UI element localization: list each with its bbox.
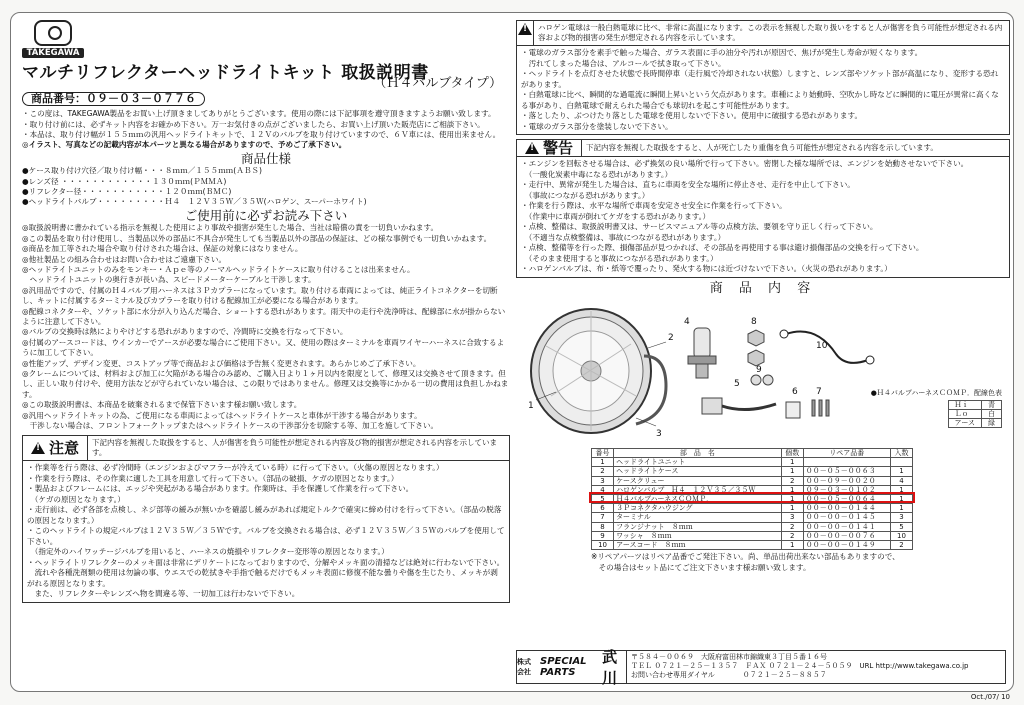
warning-item: （一酸化炭素中毒になる恐れがあります。） xyxy=(521,169,673,179)
legend-cell: 白 xyxy=(982,410,1002,419)
legend-row xyxy=(948,419,1001,428)
table-cell: 1 xyxy=(781,540,803,549)
warning-label xyxy=(517,140,582,156)
connector-terminals-image xyxy=(786,400,829,418)
table-cell: ００－０９－００２０ xyxy=(803,476,890,485)
table-cell: 1 xyxy=(890,504,912,513)
table-cell: 1 xyxy=(781,485,803,494)
company-footer xyxy=(516,648,1006,687)
table-cell: ハロゲンバルブ Ｈ４ １２Ｖ３５／３５Ｗ xyxy=(614,485,782,494)
caution-item: また、リフレクターやレンズへ物を間違る等、一切加工は行わないで下さい。 xyxy=(27,589,300,599)
harness-image xyxy=(702,398,776,414)
table-cell: 1 xyxy=(592,458,614,467)
table-cell: 4 xyxy=(592,485,614,494)
left-column xyxy=(22,20,510,603)
table-cell: フランジナット ８ｍｍ xyxy=(614,522,782,531)
before-use-item: ◎付属のアースコードは、ウインカーでアースが必要な場合にご使用下さい。又、使用の際はターミナルを車両ワイヤーハーネスに合致するように加工して下さい。 xyxy=(22,337,505,358)
legend-cell: 緑 xyxy=(982,419,1002,428)
table-cell: 1 xyxy=(781,504,803,513)
headlight-unit-image xyxy=(531,309,666,433)
caution-item: ・走行前は、必ず各部を点検し、ネジ部等の緩みが無いかを確認し緩みがあれば規定トルクで確実に締め付けを行って下さい。（部品の脱落の原因となります。） xyxy=(27,505,502,525)
harness-color-legend xyxy=(871,388,1002,428)
part-callout-4: 4 xyxy=(684,316,690,327)
before-use-heading: ご使用前に必ずお読み下さい xyxy=(184,207,348,223)
logo-mark-icon xyxy=(34,20,72,46)
part-callout-8: 8 xyxy=(751,316,757,327)
document-title: マルチリフレクターヘッドライトキット 取扱説明書 xyxy=(22,63,429,83)
logo-brand-text: TAKEGAWA xyxy=(22,48,84,58)
halogen-item: ・白熱電球に比べ、瞬間的な過電流に瞬間上昇いという欠点があります。車種により始動時、空吹かし時などに瞬間的に電圧が異常に高くなる事があり、白熱電球で耐えられた場合でも球切れを起こす可能性があります。 xyxy=(521,90,999,110)
part-callout-6: 6 xyxy=(792,386,798,397)
caution-label-text: 注意 xyxy=(49,439,80,458)
halogen-item: 汚れてしまった場合は、アルコールで拭き取って下さい。 xyxy=(521,58,726,68)
intro-list xyxy=(22,109,510,140)
table-cell: 7 xyxy=(592,513,614,522)
before-use-item: ◎商品を加工等された場合や取り付けされた場合は、保証の対象にはなりません。 xyxy=(22,244,303,254)
warning-label-text: 警告 xyxy=(543,138,574,157)
spec-item: ●ケース取り付け穴径／取り付け幅・・・８ｍｍ／１５５ｍｍ(ＡＢＳ) xyxy=(22,166,262,176)
company-tel: ＴＥＬ ０７２１－２５－１３５７ ＦＡＸ ０７２１－２４－５０５９ URL http://www.takegawa.co.jp xyxy=(631,662,969,670)
company-prefix: 株式会社 xyxy=(517,658,531,676)
warning-box xyxy=(516,139,1010,278)
spec-item: ●レンズ径 ・・・・・・・・・・・・１３０ｍｍ(ＰＭＭＡ) xyxy=(22,176,227,186)
right-column xyxy=(516,20,1010,573)
parts-table xyxy=(591,448,913,550)
table-cell: ００－００－００７６ xyxy=(803,531,890,540)
part-callout-9: 9 xyxy=(756,364,762,375)
legend-cell: アース xyxy=(948,419,981,428)
caution-list xyxy=(23,461,509,602)
table-header-cell: 入数 xyxy=(890,448,912,457)
warning-list xyxy=(517,157,1009,277)
table-cell: ヘッドライトユニット xyxy=(614,458,782,467)
company-logo xyxy=(517,648,627,687)
table-cell: 3 xyxy=(890,513,912,522)
table-row xyxy=(592,467,913,476)
part-callout-7: 7 xyxy=(816,386,822,397)
caution-item: ・製品およびフレームには、エッジや突起がある場合があります。作業時は、手を保護して作業を行って下さい。 xyxy=(27,484,414,494)
caution-item: （指定外のハイワッテージバルブを用いると、ハーネスの焼損やリフレクター変形等の原因となります。） xyxy=(27,547,389,557)
table-cell: Ｈ４バルブハーネスＣＯＭＰ． xyxy=(614,494,782,503)
halogen-head-text: ハロゲン電球は一般白熱電球に比べ、非常に高温になります。この表示を無視した取り扱いをすると人が傷害を負う可能性が想定される内容および物的損害の発生が想定される内容を示しています。 xyxy=(533,21,1009,45)
before-use-item: ◎ヘッドライトユニットのみをモンキー・Ａｐｅ等のノーマルヘッドライトケースに取り付けることは出来ません。 xyxy=(22,264,415,274)
contents-heading: 商 品 内 容 xyxy=(709,280,817,296)
table-header-cell: リペア品番 xyxy=(803,448,890,457)
intro-item: ・本品は、取り付け幅が１５５ｍｍの汎用ヘッドライトキットで、１２Ｖのバルブを取り付けていますので、６Ｖ車には、使用出来ません。 xyxy=(22,130,501,140)
company-name: SPECIAL PARTS xyxy=(540,656,587,678)
table-cell: 5 xyxy=(592,494,614,503)
warning-head-text: 下記内容を無視した取扱をすると、人が死亡したり重傷を負う可能性が想定される内容を示しています。 xyxy=(586,143,938,152)
before-use-item: ◎この取扱説明書は、本商品を破棄されるまで保管下さいます様お願い致します。 xyxy=(22,400,302,410)
parts-illustration xyxy=(516,296,1010,446)
table-cell: 10 xyxy=(890,531,912,540)
table-cell: 9 xyxy=(592,531,614,540)
company-dial: お問い合わせ専用ダイヤル ０７２１－２５－８８５７ xyxy=(631,671,827,679)
table-row xyxy=(592,476,913,485)
table-row xyxy=(592,458,913,467)
before-use-item: ◎取扱説明書に書かれている指示を無視した使用により事故や損害が発生した場合、当社は賠償の責を一切負いかねます。 xyxy=(22,223,439,233)
table-cell: ケースクリュー xyxy=(614,476,782,485)
before-use-item: ◎汎用品ですので、付属のＨ４バルブ用ハーネスは３Ｐカプラーになっています。取り付ける車両によっては、純正ライトコネクターを切断し、キットに付属するターミナル及びカプラーを取り付ける配線加工が必要になる場合があります。 xyxy=(22,285,498,306)
warning-item: ・ハロゲンバルブは、布・紙等で覆ったり、発火する物には近づけないで下さい。（火災の恐れがあります。） xyxy=(521,264,892,273)
table-cell: ３Ｐコネクタハウジング xyxy=(614,504,782,513)
part-callout-1: 1 xyxy=(528,400,534,411)
before-use-item: ◎クレームについては、材料および加工に欠陥がある場合のみ認め、ご購入日より１ヶ月以内を限度として、修理又は交換させて頂きます。但し、正しい取り付けや、使用方法などが守られていない場合は、この限りではありません。修理又は交換等にかかる一切の費用は負担しかねます。 xyxy=(22,368,509,399)
halogen-item: ・電球のガラス部分を素手で触った場合、ガラス表面に手の油分や汚れが原因で、焦げが発生し寿命が短くなります。 xyxy=(521,48,923,57)
warning-triangle-icon xyxy=(525,142,539,154)
caution-item: ・作業を行う際は、その作業に適した工具を用意して行って下さい。（部品の破損、ケガの原因となります。） xyxy=(27,473,399,483)
before-use-item: ◎他社製品との組み合わせはお問い合わせはご遠慮下さい。 xyxy=(22,254,227,264)
table-row xyxy=(592,540,913,549)
halogen-item: ・ヘッドライトを点灯させた状態で長時間停車（走行風で冷却されない状態）しますと、レンズ部やソケット部が高温になり、変形する恐れがあります。 xyxy=(521,69,999,89)
table-cell: 1 xyxy=(781,494,803,503)
table-row xyxy=(592,522,913,531)
legend-table xyxy=(948,400,1002,428)
caution-item: ・ヘッドライトリフレクターのメッキ面は非常にデリケートになっておりますので、分解やメッキ面の清掃などは絶対に行わないで下さい。 xyxy=(27,557,505,567)
warning-item: ・作業を行う際は、水平な場所で車両を安定させ安全に作業を行って下さい。 xyxy=(521,201,787,210)
table-header-cell: 部 品 名 xyxy=(614,448,782,457)
warning-item: （そのまま使用すると事故につながる恐れがあります。） xyxy=(521,253,718,263)
table-cell: 2 xyxy=(781,522,803,531)
before-use-item: ◎配線コネクターや、ソケット部に水分が入り込んだ場合、ショートする恐れがあります。雨天中の走行や洗浄時は、配線部に水が掛からないように注意して下さい。 xyxy=(22,306,506,326)
table-cell: 10 xyxy=(592,540,614,549)
company-address: 〒５８４－００６９ 大阪府富田林市錦織東３丁目５番１６号 xyxy=(631,653,827,661)
legend-row xyxy=(948,401,1001,410)
before-use-item: ◎性能アップ、デザイン変更、コストアップ等で商品および価格は予告無く変更されます。あらかじめご了承下さい。 xyxy=(22,358,421,368)
before-use-item: ◎バルブの交換時は熱によりやけどする恐れがありますので、冷間時に交換を行なって下さい。 xyxy=(22,327,348,337)
caution-item: ・このヘッドライトの規定バルブは１２Ｖ３５Ｗ／３５Ｗです。バルブを交換される場合は、必ず１２Ｖ３５Ｗ／３５Ｗのバルブを使用して下さい。 xyxy=(27,526,505,546)
table-cell: ワッシャ ８ｍｍ xyxy=(614,531,782,540)
caution-item: （ケガの原因となります。） xyxy=(27,494,125,504)
part-callout-5: 5 xyxy=(734,378,740,389)
table-cell: 8 xyxy=(592,522,614,531)
table-cell: 4 xyxy=(890,476,912,485)
legend-row xyxy=(948,410,1001,419)
spec-item: ●リフレクター径・・・・・・・・・・・１２０ｍｍ(ＢＭＣ) xyxy=(22,187,232,197)
part-callout-2: 2 xyxy=(668,332,674,343)
table-row xyxy=(592,494,913,503)
table-cell: ００－００－０１４５ xyxy=(803,513,890,522)
legend-cell: Ｌｏ xyxy=(948,410,981,419)
table-cell: 1 xyxy=(781,458,803,467)
halogen-item: ・電球のガラス部分を塗装しないで下さい。 xyxy=(521,121,673,131)
warning-item: （事故につながる恐れがあります。） xyxy=(521,190,650,200)
caution-item: 流れや各種洗剤類の使用は勿論の事、ウエスでの乾拭きや手指で触るだけでもメッキ表面に修復不能な曇りや傷を生じたり、メッキが剥がれる原因となります。 xyxy=(27,568,498,588)
table-cell: 1 xyxy=(890,485,912,494)
warning-item: （作業中に車両が倒れてケガをする恐れがあります。） xyxy=(521,211,711,221)
product-number: 商品番号：０９－０３－０７７６ xyxy=(22,92,205,106)
table-cell: 2 xyxy=(592,467,614,476)
warning-item: ・点検、整備は、取扱説明書又は、サービスマニュアル等の点検方法、要領を守り正しく行って下さい。 xyxy=(521,222,878,231)
table-cell: 2 xyxy=(781,531,803,540)
table-cell: ターミナル xyxy=(614,513,782,522)
table-cell: 2 xyxy=(781,476,803,485)
warning-item: ・エンジンを回転させる場合は、必ず換気の良い場所で行って下さい。密閉した様な場所では、エンジンを始動させないで下さい。 xyxy=(521,159,969,168)
table-cell: ヘッドライトケース xyxy=(614,467,782,476)
table-row xyxy=(592,485,913,494)
caution-label xyxy=(23,436,88,460)
warning-item: （不適当な点検整備は、事故につながる恐れがあります。） xyxy=(521,232,726,242)
parts-table-header xyxy=(592,448,913,457)
table-cell: 1 xyxy=(781,467,803,476)
illustration-note: ◎イラスト、写真などの記載内容が本パーツと異なる場合がありますので、予めご了承下さい。 xyxy=(22,140,347,150)
takegawa-logo xyxy=(22,20,84,66)
table-cell xyxy=(803,458,890,467)
legend-cell: 青 xyxy=(982,401,1002,410)
table-cell: 1 xyxy=(890,494,912,503)
warning-item: ・点検、整備等を行った際、損傷部品が見つかれば、その部品を再使用する事は避け損傷部品の交換を行って下さい。 xyxy=(521,243,924,252)
table-cell: 1 xyxy=(890,467,912,476)
spec-item: ●ヘッドライトバルブ・・・・・・・・・Ｈ４ １２Ｖ３５Ｗ／３５Ｗ(ハロゲン、スーパーホワイト) xyxy=(22,197,367,207)
part-callout-3: 3 xyxy=(656,428,662,439)
table-cell: 2 xyxy=(890,540,912,549)
table-cell: ０９－０３－０１０２ xyxy=(803,485,890,494)
before-use-item: ◎汎用ヘッドライトキットの為、ご使用になる車両によってはヘッドライトケースと車体が干渉する場合があります。 xyxy=(22,410,422,420)
warning-item: ・走行中、異常が発生した場合は、直ちに車両を安全な場所に停止させ、走行を中止して下さい。 xyxy=(521,180,855,189)
warning-triangle-icon xyxy=(518,23,532,35)
halogen-item: ・落としたり、ぶつけたり落とした電球を使用しないで下さい。使用中に破損する恐れがあります。 xyxy=(521,111,863,120)
bulb-image xyxy=(688,328,716,378)
part-callout-10: 10 xyxy=(816,340,828,351)
spec-heading: 商品仕様 xyxy=(240,150,291,166)
spec-list xyxy=(22,166,510,208)
repair-note-line: ※リペアパーツはリペア品番でご発注下さい。尚、単品出荷出来ない部品もありますので、 xyxy=(591,552,900,562)
caution-item: ・作業等を行う際は、必ず冷間時（エンジンおよびマフラーが冷えている時）に行って下さい。（火傷の原因となります。） xyxy=(27,463,444,473)
table-row xyxy=(592,531,913,540)
legend-title: ●Ｈ４バルブハーネスＣＯＭＰ．配線色表 xyxy=(870,388,1002,397)
table-cell: アースコード ８ｍｍ xyxy=(614,540,782,549)
halogen-list xyxy=(517,46,1009,134)
intro-item: ・取り付け前には、必ずキット内容をお確かめ下さい。万一お気付きの点がございましたら、お買い上げ頂いた販売店にご相談下さい。 xyxy=(22,119,485,129)
table-cell: 6 xyxy=(592,504,614,513)
table-cell: ００－００－０１４１ xyxy=(803,522,890,531)
company-address-block xyxy=(627,651,973,683)
document-subtitle: （Ｈ４バルブタイプ） xyxy=(373,76,502,92)
warning-triangle-icon xyxy=(31,442,45,454)
table-cell: 3 xyxy=(781,513,803,522)
before-use-item: 干渉しない場合は、フロントフォークトップまたはヘッドライトケースの干渉部分を切除する等、加工を施して下さい。 xyxy=(22,421,439,430)
table-row xyxy=(592,504,913,513)
table-cell: 5 xyxy=(890,522,912,531)
repair-note xyxy=(591,552,1010,573)
before-use-item: ヘッドライトユニットの奥行きが長い為、スピードメーターケーブルと干渉します。 xyxy=(22,275,316,285)
table-cell: ００－０５－００６３ xyxy=(803,467,890,476)
table-row xyxy=(592,513,913,522)
caution-box xyxy=(22,435,510,603)
table-header-cell: 個数 xyxy=(781,448,803,457)
document-date: Oct./07/ 10 xyxy=(970,693,1010,701)
table-cell: ００－００－０１４９ xyxy=(803,540,890,549)
table-cell xyxy=(890,458,912,467)
caution-head-text: 下記内容を無視した取扱をすると、人が傷害を負う可能性が想定される内容及び物的損害が想定される内容を示しています。 xyxy=(92,438,498,458)
legend-cell: Ｈｉ xyxy=(948,401,981,410)
company-kanji: 武 川 xyxy=(602,648,618,687)
nuts-washers-image xyxy=(748,330,773,385)
intro-item: ・この度は、TAKEGAWA製品をお買い上げ頂きましてありがとうございます。使用の際には下記事項を遵守頂きますようお願い致します。 xyxy=(22,109,496,119)
table-cell: 3 xyxy=(592,476,614,485)
before-use-item: ◎この製品を取り付け使用し、当製品以外の部品に不具合が発生しても当製品以外の部品の保証は、どの様な事例でも一切負いかねます。 xyxy=(22,233,492,243)
table-cell: ００－０５－００６４ xyxy=(803,494,890,503)
before-use-list xyxy=(22,223,510,431)
table-cell: ００－００－０１４４ xyxy=(803,504,890,513)
repair-note-line: その場合はセット品にてご注文下さいます様お願い致します。 xyxy=(591,562,811,572)
halogen-notice-box xyxy=(516,20,1010,135)
table-header-cell: 番号 xyxy=(592,448,614,457)
